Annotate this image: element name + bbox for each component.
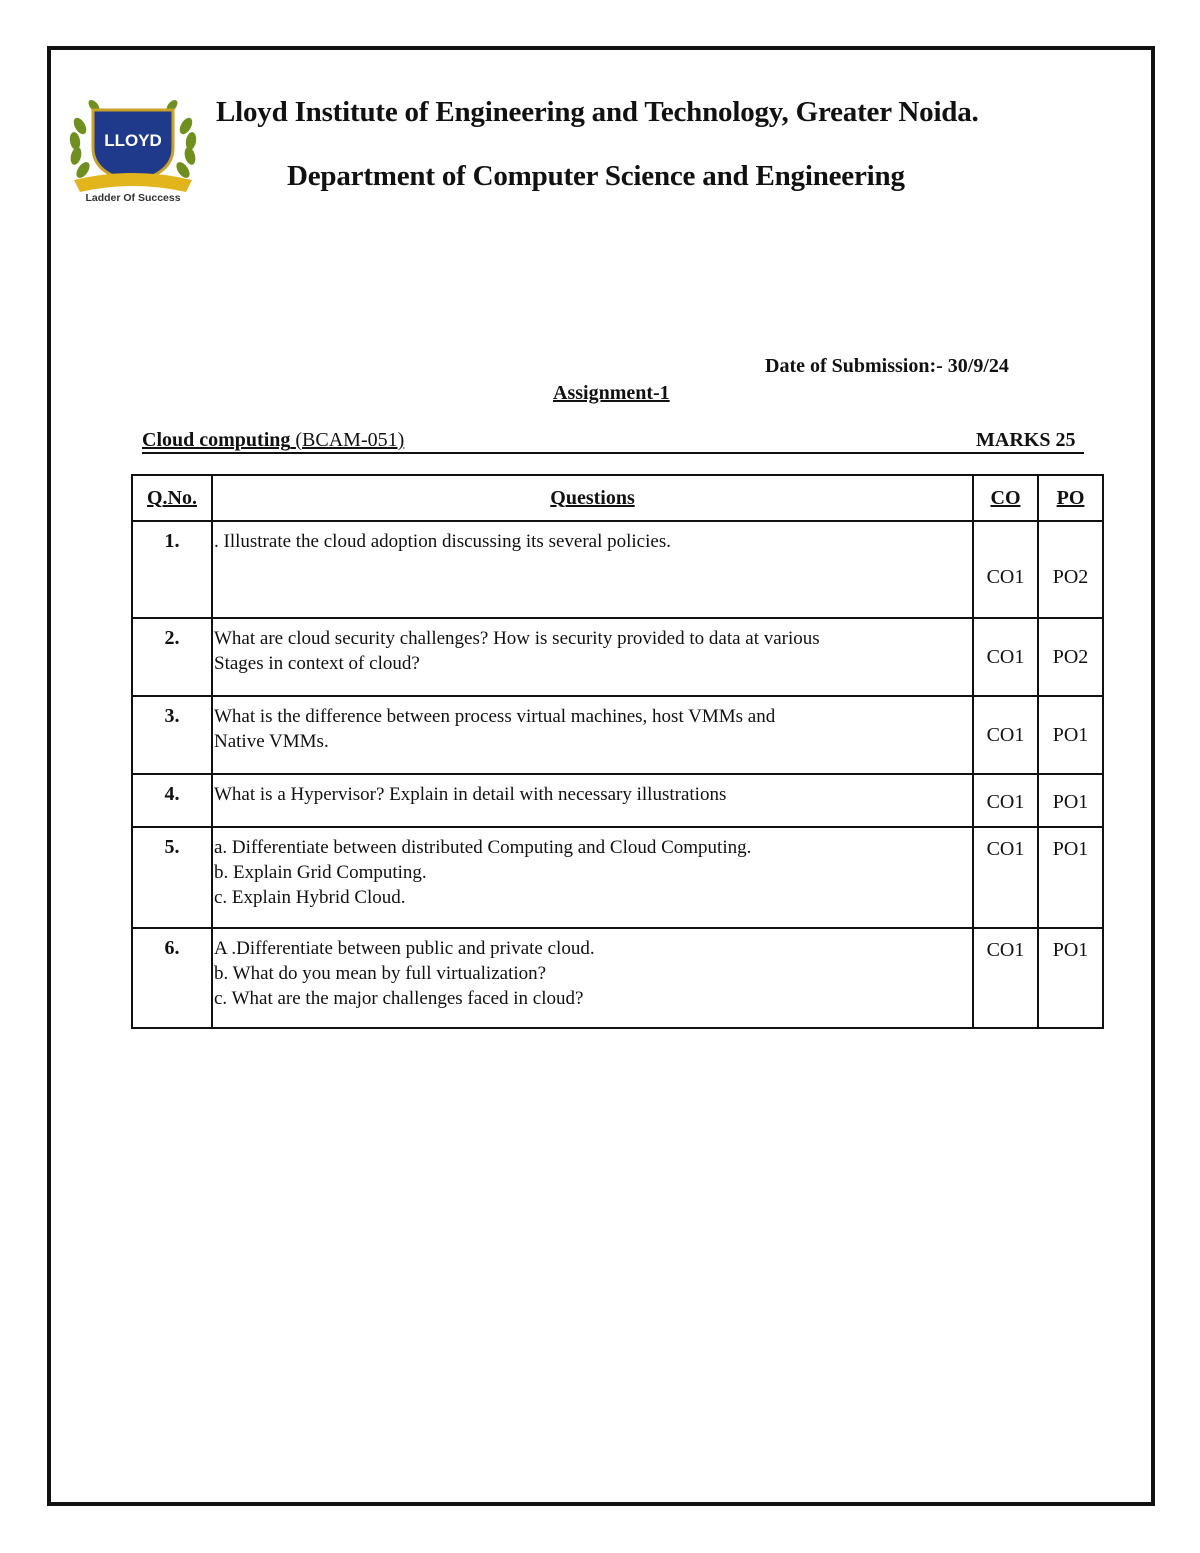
question-line: Stages in context of cloud? — [214, 653, 420, 674]
question-text — [212, 774, 973, 827]
question-line: What are cloud security challenges? How is security provided to data at various — [214, 628, 820, 649]
logo-text: LLOYD — [104, 131, 162, 150]
lloyd-logo — [66, 96, 200, 204]
table-row — [132, 696, 1103, 774]
co-cell: CO1 — [973, 928, 1038, 1028]
institute-name: Lloyd Institute of Engineering and Technology, Greater Noida. — [216, 96, 979, 128]
question-text — [212, 696, 973, 774]
question-line: b. Explain Grid Computing. — [214, 862, 427, 883]
table-row — [132, 521, 1103, 618]
co-cell: CO1 — [973, 696, 1038, 774]
marks-label: MARKS 25 — [976, 429, 1076, 451]
table-row — [132, 618, 1103, 696]
question-line: b. What do you mean by full virtualization? — [214, 963, 547, 984]
header-questions: Questions — [212, 475, 973, 521]
logo-tagline: Ladder Of Success — [85, 192, 181, 204]
question-line: a. Differentiate between distributed Computing and Cloud Computing. — [214, 837, 752, 858]
submission-date: Date of Submission:- 30/9/24 — [765, 355, 1009, 377]
table-header-row — [132, 475, 1103, 521]
question-text — [212, 618, 973, 696]
question-line: What is the difference between process virtual machines, host VMMs and — [214, 706, 776, 727]
table-row — [132, 928, 1103, 1028]
question-text — [212, 827, 973, 928]
course-name: Cloud computing — [142, 429, 291, 451]
question-line: . Illustrate the cloud adoption discussing its several policies. — [214, 531, 671, 552]
header-co: CO — [973, 475, 1038, 521]
course-code: (BCAM-051) — [295, 429, 405, 451]
department-name: Department of Computer Science and Engineering — [287, 160, 905, 192]
question-text — [212, 928, 973, 1028]
po-cell: PO2 — [1038, 521, 1103, 618]
assignment-title: Assignment-1 — [553, 382, 670, 404]
co-cell: CO1 — [973, 618, 1038, 696]
po-cell: PO1 — [1038, 827, 1103, 928]
question-number: 2. — [132, 618, 212, 696]
table-row — [132, 774, 1103, 827]
question-line: A .Differentiate between public and private cloud. — [214, 938, 595, 959]
questions-table — [131, 474, 1104, 1029]
question-number: 1. — [132, 521, 212, 618]
question-line: What is a Hypervisor? Explain in detail with necessary illustrations — [214, 784, 727, 805]
question-number: 6. — [132, 928, 212, 1028]
po-cell: PO1 — [1038, 928, 1103, 1028]
question-line: Native VMMs. — [214, 731, 329, 752]
divider — [142, 452, 1084, 454]
course-title — [142, 429, 404, 452]
po-cell: PO2 — [1038, 618, 1103, 696]
po-cell: PO1 — [1038, 696, 1103, 774]
question-number: 5. — [132, 827, 212, 928]
question-number: 4. — [132, 774, 212, 827]
po-cell: PO1 — [1038, 774, 1103, 827]
co-cell: CO1 — [973, 774, 1038, 827]
question-text — [212, 521, 973, 618]
header-qno: Q.No. — [132, 475, 212, 521]
question-line: c. What are the major challenges faced in cloud? — [214, 988, 584, 1009]
header-po: PO — [1038, 475, 1103, 521]
question-line: c. Explain Hybrid Cloud. — [214, 887, 406, 908]
co-cell: CO1 — [973, 521, 1038, 618]
question-number: 3. — [132, 696, 212, 774]
co-cell: CO1 — [973, 827, 1038, 928]
table-row — [132, 827, 1103, 928]
